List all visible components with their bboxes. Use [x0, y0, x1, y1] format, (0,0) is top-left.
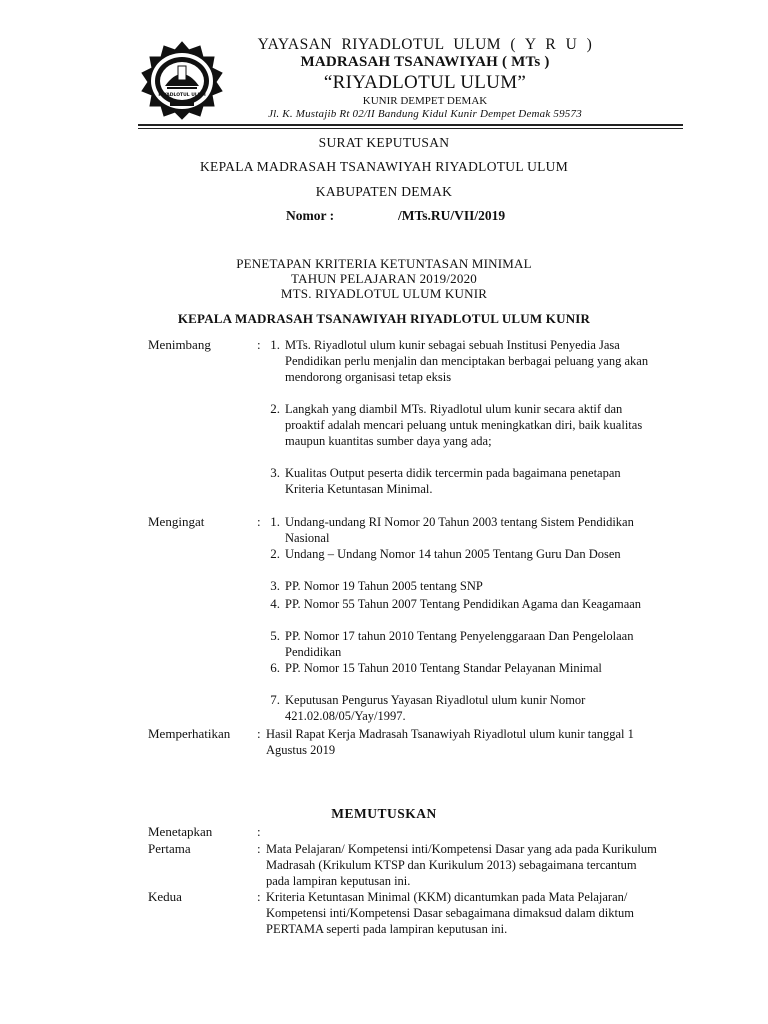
menimbang-item-number: 1. [270, 337, 280, 352]
pertama-text: Mata Pelajaran/ Kompetensi inti/Kompetensi Dasar yang ada pada Kurikulum Madrasah (Krikulum KTSP dan Kurikulum 2013) sebagaimana tercantum pada lampiran keputusan ini. [266, 842, 657, 888]
kedua-label: Kedua [148, 889, 182, 904]
school-location: KUNIR DEMPET DEMAK [362, 95, 488, 107]
mengingat-item-number: 4. [270, 596, 280, 611]
menetapkan-colon: : [257, 824, 261, 839]
mengingat-item: PP. Nomor 55 Tahun 2007 Tentang Pendidikan Agama dan Keagamaan [285, 597, 642, 611]
menetapkan-label: Menetapkan [148, 824, 213, 839]
menimbang-item: MTs. Riyadlotul ulum kunir sebagai sebuah Institusi Penyedia Jasa Pendidikan perlu menjalin dan menciptakan berbagai peluang yang akan mendorong organisasi tetap eksis [285, 338, 649, 384]
mengingat-item-number: 2. [270, 546, 280, 561]
decree-title-line3: MTS. RIYADLOTUL ULUM KUNIR [280, 286, 488, 301]
mengingat-item-number: 3. [270, 578, 280, 593]
school-type: MADRASAH TSANAWIYAH ( MTs ) [300, 54, 550, 70]
decree-title-line2: TAHUN PELAJARAN 2019/2020 [291, 271, 477, 286]
school-address: Jl. K. Mustajib Rt 02/II Bandung Kidul Kunir Dempet Demak 59573 [268, 108, 582, 120]
mengingat-item: Undang-undang RI Nomor 20 Tahun 2003 tentang Sistem Pendidikan Nasional [285, 515, 634, 545]
foundation-name: YAYASAN RIYADLOTUL ULUM ( Y R U ) [257, 36, 593, 53]
mengingat-item: PP. Nomor 17 tahun 2010 Tentang Penyelenggaraan Dan Pengelolaan Pendidikan [285, 629, 634, 659]
mengingat-item: Keputusan Pengurus Yayasan Riyadlotul ulum kunir Nomor 421.02.08/05/Yay/1997. [285, 693, 586, 723]
memperhatikan-label: Memperhatikan [148, 726, 231, 741]
pertama-label: Pertama [148, 841, 191, 856]
menimbang-item-number: 3. [270, 465, 280, 480]
memperhatikan-colon: : [257, 726, 261, 741]
mengingat-item-number: 7. [270, 692, 280, 707]
kedua-text: Kriteria Ketuntasan Minimal (KKM) dicantumkan pada Mata Pelajaran/ Kompetensi inti/Kompetensi Dasar sebagaimana dimaksud dalam diktum PERTAMA seperti pada lampiran keputusan ini. [266, 890, 634, 936]
document-type: SURAT KEPUTUSAN [318, 135, 450, 150]
menimbang-label: Menimbang [148, 337, 211, 352]
kedua-colon: : [257, 889, 261, 904]
mengingat-item-number: 6. [270, 660, 280, 675]
mengingat-colon: : [257, 514, 261, 529]
regency-title: KABUPATEN DEMAK [315, 184, 453, 199]
mengingat-item: PP. Nomor 19 Tahun 2005 tentang SNP [285, 579, 483, 593]
school-logo-emblem [137, 40, 227, 120]
menimbang-colon: : [257, 337, 261, 352]
menimbang-item-number: 2. [270, 401, 280, 416]
mengingat-item-number: 5. [270, 628, 280, 643]
mengingat-item: PP. Nomor 15 Tahun 2010 Tentang Standar Pelayanan Minimal [285, 661, 602, 675]
issuer-title: KEPALA MADRASAH TSANAWIYAH RIYADLOTUL ULUM [199, 159, 569, 174]
menimbang-item: Kualitas Output peserta didik tercermin pada bagaimana penetapan Kriteria Ketuntasan Minimal. [285, 466, 621, 496]
menimbang-item: Langkah yang diambil MTs. Riyadlotul ulum kunir secara aktif dan proaktif adalah mencari peluang untuk meningkatkan diri, baik kualitas maupun kuantitas sumber daya yang ada; [285, 402, 643, 448]
logo-motto: RIYADLOTUL ULUM [158, 93, 206, 98]
mengingat-label: Mengingat [148, 514, 205, 529]
nomor-value: /MTs.RU/VII/2019 [398, 208, 506, 223]
letterhead-divider-thick [138, 124, 683, 126]
mengingat-item-number: 1. [270, 514, 280, 529]
memperhatikan-text: Hasil Rapat Kerja Madrasah Tsanawiyah Riyadlotul ulum kunir tanggal 1 Agustus 2019 [266, 727, 634, 757]
mengingat-item: Undang – Undang Nomor 14 tahun 2005 Tentang Guru Dan Dosen [285, 547, 621, 561]
nomor-label: Nomor : [286, 208, 335, 223]
letterhead-divider-thin [138, 128, 683, 129]
school-name: “RIYADLOTUL ULUM” [323, 72, 527, 93]
decree-title-line1: PENETAPAN KRITERIA KETUNTASAN MINIMAL [236, 256, 532, 271]
pertama-colon: : [257, 841, 261, 856]
memutuskan-heading: MEMUTUSKAN [331, 806, 437, 821]
kepala-title: KEPALA MADRASAH TSANAWIYAH RIYADLOTUL ULUM KUNIR [177, 311, 591, 326]
